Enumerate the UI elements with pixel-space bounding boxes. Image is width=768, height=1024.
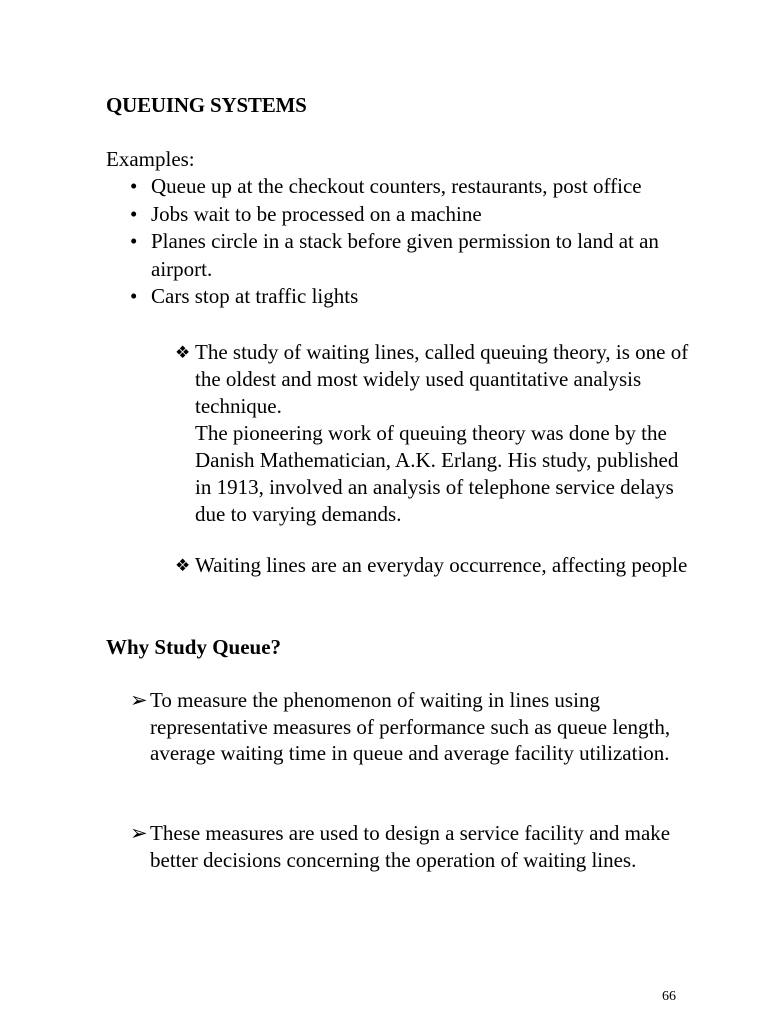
list-item: [130, 173, 710, 201]
list-item-text: Jobs wait to be processed on a machine: [151, 201, 482, 226]
bullet-icon: •: [130, 284, 138, 308]
note-text: The study of waiting lines, called queuing theory, is one of the oldest and most widely used quantitative analysis technique.: [195, 340, 689, 418]
arrow-bullet-icon: ➢: [130, 688, 148, 712]
arrow-bullet-icon: ➢: [130, 821, 148, 845]
bullet-icon: •: [130, 201, 138, 226]
diamond-bullet-icon: ❖: [175, 556, 191, 575]
reason-text: To measure the phenomenon of waiting in lines using representative measures of performance such as queue length, average waiting time in queue and average facility utilization.: [150, 688, 671, 765]
list-item-text: Cars stop at traffic lights: [151, 284, 359, 308]
note-continuation: The pioneering work of queuing theory was done by the Danish Mathematician, A.K. Erlang. His study, published in 1913, involved an analysis of telephone service delays due to varying demands.: [195, 421, 679, 526]
diamond-bullet-icon: ❖: [175, 343, 191, 362]
bullet-icon: •: [130, 174, 138, 198]
reason-item: [130, 687, 690, 767]
note-text: Waiting lines are an everyday occurrence, affecting people: [195, 553, 688, 577]
list-item: [130, 228, 710, 283]
reason-item: [130, 820, 690, 873]
page-title: QUEUING SYSTEMS: [106, 93, 307, 117]
list-item-text: Queue up at the checkout counters, restaurants, post office: [151, 174, 642, 198]
examples-label: Examples:: [106, 147, 195, 171]
list-item: [130, 283, 710, 311]
page-number: 66: [662, 989, 676, 1004]
note-queuing-theory: [175, 339, 695, 528]
list-item: [130, 201, 710, 229]
bullet-icon: •: [130, 229, 138, 253]
section-heading-why-study-queue: Why Study Queue?: [106, 635, 282, 659]
list-item-text: Planes circle in a stack before given permission to land at an airport.: [151, 229, 659, 281]
note-waiting-lines: [175, 552, 695, 579]
examples-list: [130, 173, 710, 311]
reason-text: These measures are used to design a service facility and make better decisions concerning the operation of waiting lines.: [150, 821, 671, 872]
